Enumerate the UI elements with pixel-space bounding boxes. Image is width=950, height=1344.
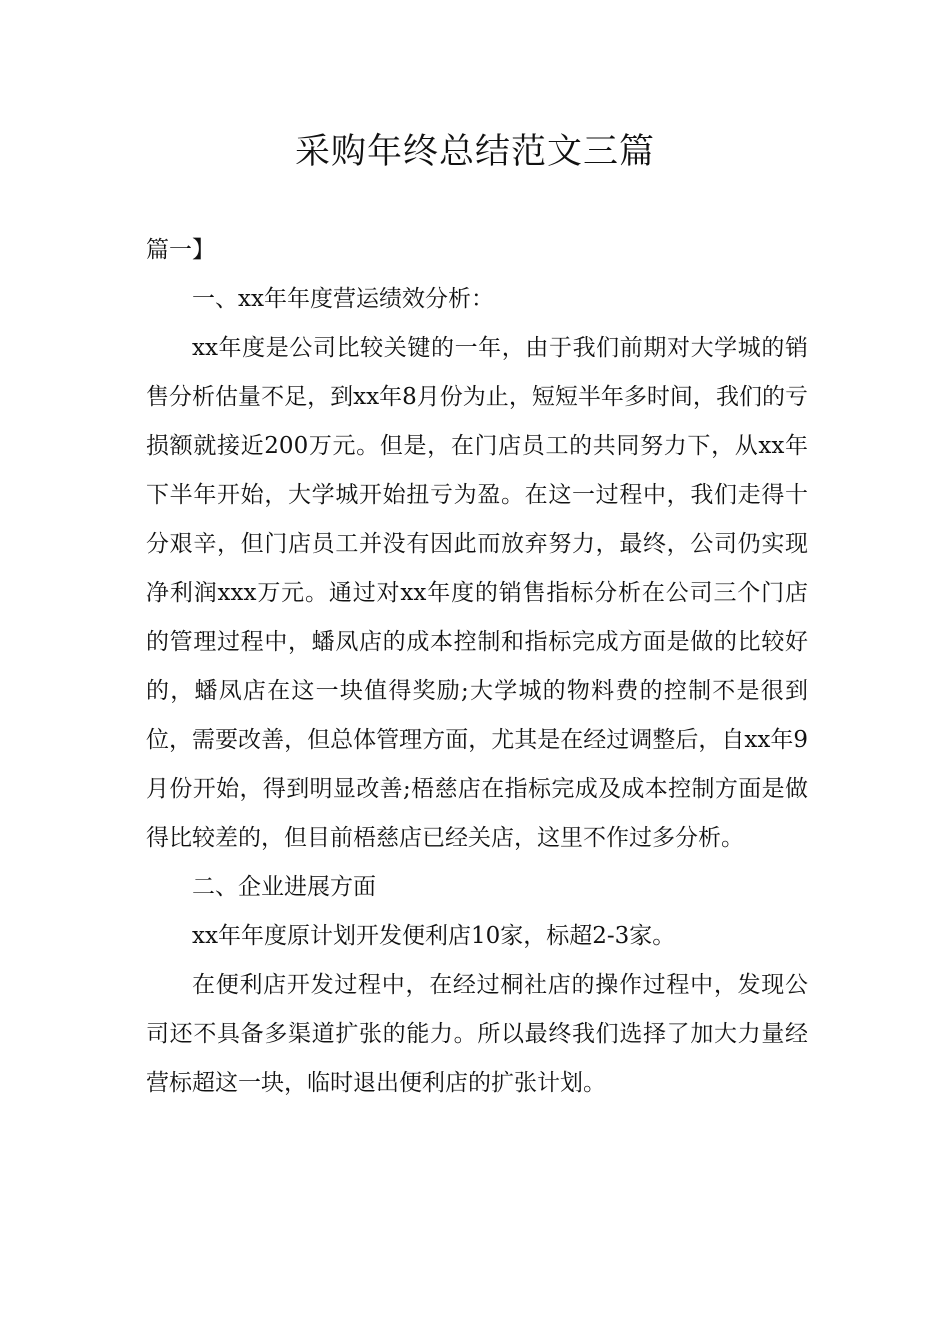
document-title: 采购年终总结范文三篇 (294, 132, 655, 172)
section-label: 篇一】 (146, 237, 215, 263)
paragraph-store-plan: xx年年度原计划开发便利店10家，标超2-3家。 (192, 923, 676, 949)
heading-enterprise-progress: 二、企业进展方面 (192, 874, 376, 900)
paragraph-performance-details: xx年度是公司比较关键的一年，由于我们前期对大学城的销售分析估量不足，到xx年8月份为止，短短半年多时间，我们的亏损额就接近200万元。但是，在门店员工的共同努力下，从xx年下半年开始，大学城开始扭亏为盈。在这一过程中，我们走得十分艰辛，但门店员工并没有因此而放弃努力，最终，公司仍实现净利润xxx万元。通过对xx年度的销售指标分析在公司三个门店的管理过程中，蟠凤店的成本控制和指标完成方面是做的比较好的，蟠凤店在这一块值得奖励;大学城的物料费的控制不是很到位，需要改善，但总体管理方面，尤其是在经过调整后，自xx年9月份开始，得到明显改善;梧慈店在指标完成及成本控制方面是做得比较差的，但目前梧慈店已经关店，这里不作过多分析。 (146, 335, 808, 851)
paragraph-convenience-store-development: 在便利店开发过程中，在经过桐社店的操作过程中，发现公司还不具备多渠道扩张的能力。所以最终我们选择了加大力量经营标超这一块，临时退出便利店的扩张计划。 (146, 972, 808, 1096)
document-body (146, 226, 808, 1108)
heading-performance-analysis: 一、xx年年度营运绩效分析： (192, 286, 494, 312)
